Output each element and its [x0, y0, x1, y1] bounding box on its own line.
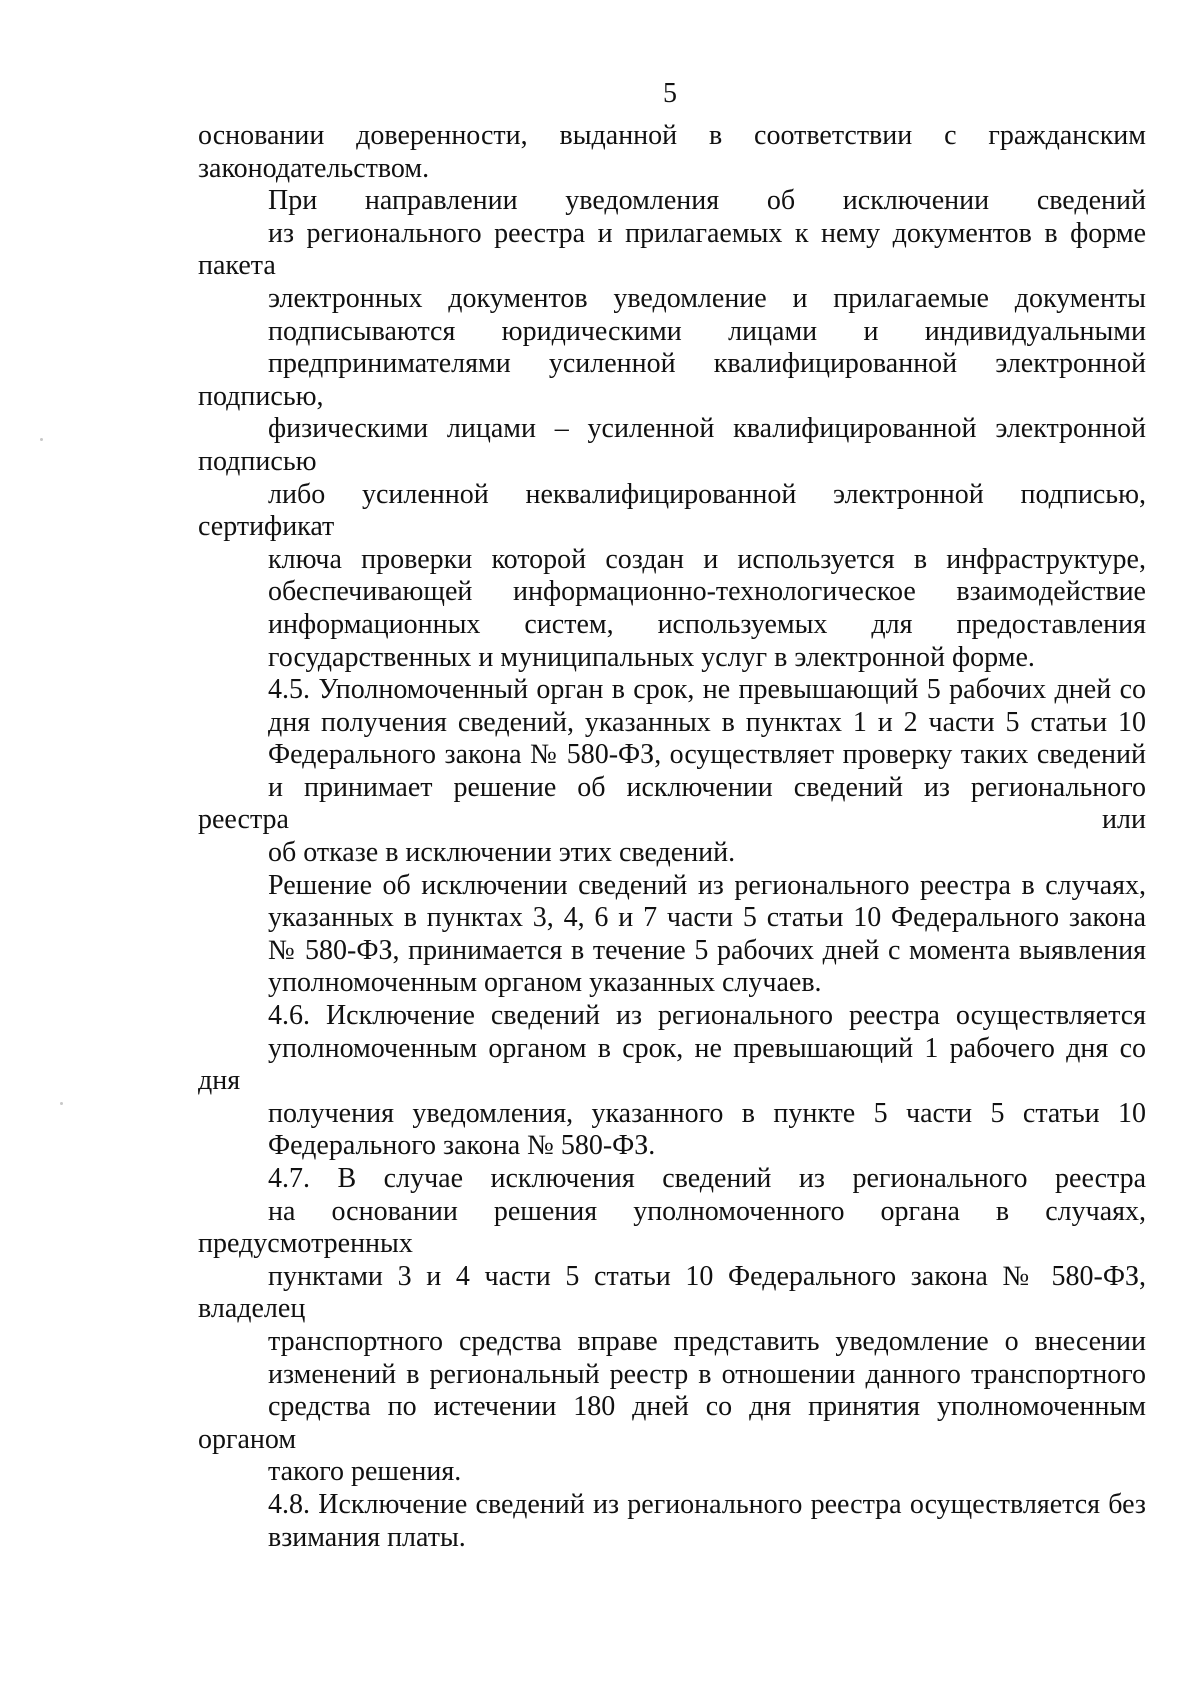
- text-line: информационных систем, используемых для предоставления: [268, 608, 1146, 640]
- text-line: Решение об исключении сведений из регионального реестра в случаях,: [268, 869, 1146, 901]
- text-line: Федерального закона № 580-ФЗ.: [268, 1130, 656, 1162]
- text-line: подписываются юридическими лицами и индивидуальными: [268, 315, 1146, 347]
- text-line: 4.5. Уполномоченный орган в срок, не превышающий 5 рабочих дней со: [268, 674, 1146, 706]
- text-line: дня получения сведений, указанных в пунктах 1 и 2 части 5 статьи 10: [268, 706, 1146, 738]
- paragraph: [198, 674, 1146, 870]
- text-line: из регионального реестра и прилагаемых к нему документов в форме пакета: [198, 217, 1146, 282]
- paragraph: [198, 120, 1146, 185]
- text-line: государственных и муниципальных услуг в электронной форме.: [268, 641, 1035, 673]
- paragraph: [198, 870, 1146, 1000]
- paragraph: [198, 185, 1146, 674]
- text-line: средства по истечении 180 дней со дня принятия уполномоченным органом: [198, 1391, 1146, 1455]
- text-line: электронных документов уведомление и прилагаемые документы: [268, 282, 1146, 314]
- text-line: 4.6. Исключение сведений из регионального реестра осуществляется: [268, 1000, 1146, 1032]
- paragraph: [198, 1489, 1146, 1554]
- text-line: такого решения.: [268, 1456, 462, 1488]
- text-line: ключа проверки которой создан и используется в инфраструктуре,: [268, 543, 1146, 575]
- scan-speck: [60, 1102, 63, 1105]
- text-line: на основании решения уполномоченного органа в случаях, предусмотренных: [198, 1195, 1146, 1260]
- paragraph: [198, 1163, 1146, 1489]
- paragraph: [198, 1000, 1146, 1163]
- text-line: уполномоченным органом указанных случаев.: [268, 967, 822, 999]
- text-line: законодательством.: [198, 152, 430, 184]
- text-line: либо усиленной неквалифицированной электронной подписью, сертификат: [198, 478, 1146, 543]
- text-line: Федерального закона № 580-ФЗ, осуществляет проверку таких сведений: [268, 739, 1146, 771]
- text-line: изменений в региональный реестр в отношении данного транспортного: [268, 1358, 1146, 1390]
- text-line: взимания платы.: [268, 1521, 466, 1553]
- scan-speck: [40, 438, 43, 441]
- text-line: предпринимателями усиленной квалифицированной электронной подписью,: [198, 348, 1146, 412]
- text-line: пунктами 3 и 4 части 5 статьи 10 Федерального закона № 580-ФЗ, владелец: [198, 1260, 1146, 1325]
- text-line: обеспечивающей информационно-технологическое взаимодействие: [268, 576, 1146, 608]
- text-line: основании доверенности, выданной в соответствии с гражданским: [198, 120, 1146, 151]
- text-line: получения уведомления, указанного в пункте 5 части 5 статьи 10: [268, 1097, 1146, 1129]
- text-line: об отказе в исключении этих сведений.: [268, 837, 736, 869]
- document-body: [198, 120, 1146, 1554]
- page-number: 5: [663, 78, 677, 109]
- text-line: физическими лицами – усиленной квалифицированной электронной подписью: [198, 413, 1146, 477]
- text-line: и принимает решение об исключении сведений из регионального реестра или: [198, 771, 1146, 836]
- text-line: уполномоченным органом в срок, не превышающий 1 рабочего дня со дня: [198, 1032, 1146, 1097]
- text-line: 4.8. Исключение сведений из регионального реестра осуществляется без: [268, 1488, 1146, 1520]
- text-line: При направлении уведомления об исключении сведений: [268, 185, 1146, 217]
- text-line: транспортного средства вправе представить уведомление о внесении: [268, 1325, 1146, 1357]
- text-line: № 580-ФЗ, принимается в течение 5 рабочих дней с момента выявления: [268, 934, 1146, 966]
- text-line: 4.7. В случае исключения сведений из регионального реестра: [268, 1163, 1146, 1194]
- text-line: указанных в пунктах 3, 4, 6 и 7 части 5 статьи 10 Федерального закона: [268, 902, 1146, 934]
